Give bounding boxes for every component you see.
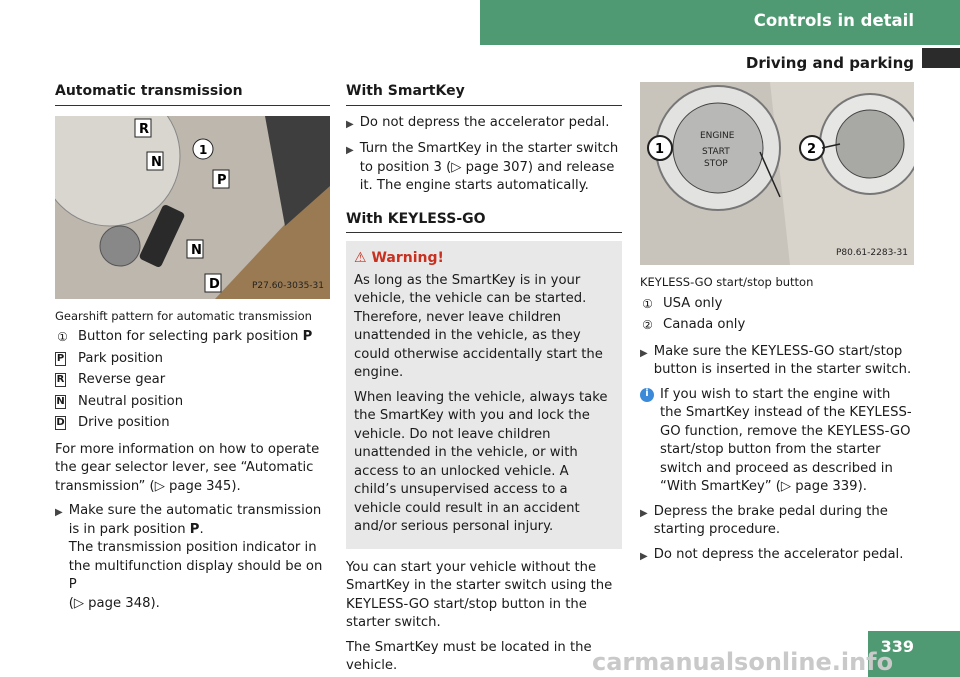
column-smartkey <box>346 82 622 677</box>
triangle-right-icon: ▶ <box>640 347 648 359</box>
info-note: i If you wish to start the engine with the SmartKey instead of the KEYLESS-GO function, remove the KEYLESS-GO start/stop button from the starter switch and proceed as described in “With SmartKey” (▷ page 339). <box>640 386 916 497</box>
instruction-bullet: ▶ Depress the brake pedal during the starting procedure. <box>640 503 916 540</box>
triangle-right-icon: ▶ <box>640 550 648 562</box>
photo-code: P80.61-2283-31 <box>835 247 908 258</box>
heading-with-keyless-go: With KEYLESS-GO <box>346 210 622 234</box>
instruction-bullet: ▶ Do not depress the accelerator pedal. <box>640 546 916 567</box>
keyless-paragraph: The SmartKey must be located in the vehicle. <box>346 639 592 673</box>
legend-item: D Drive position <box>56 415 170 430</box>
svg-text:D: D <box>209 276 220 292</box>
keyless-paragraph: You can start your vehicle without the SmartKey in the starter switch using the KEYLESS-GO start/stop button in the starter switch. <box>346 559 613 630</box>
section-tab <box>922 48 960 68</box>
subsection-title: Driving and parking <box>745 54 914 72</box>
keyless-go-photo <box>640 82 914 265</box>
warning-title: Warning! <box>371 250 444 266</box>
legend-item: ① USA only <box>640 295 916 314</box>
column-keyless-go <box>640 82 916 572</box>
warning-paragraph: As long as the SmartKey is in your vehicle, the vehicle can be started. Therefore, never leave children unattended in the vehicle, as they could otherwise accidentally start the engine. <box>354 272 603 380</box>
photo-code: P27.60-3035-31 <box>251 281 324 291</box>
triangle-right-icon: ▶ <box>346 118 354 130</box>
legend-item: R Reverse gear <box>56 372 166 387</box>
svg-text:P: P <box>217 172 227 188</box>
legend-item: ① Button for selecting park position P <box>55 328 330 347</box>
svg-text:2: 2 <box>807 142 817 157</box>
info-icon: i <box>640 388 654 402</box>
svg-text:1: 1 <box>655 142 665 157</box>
gearshift-illustration <box>55 116 330 299</box>
legend-item: ② Canada only <box>640 316 916 335</box>
neutral-symbol: N <box>56 395 65 407</box>
warning-paragraph: When leaving the vehicle, always take the SmartKey with you and lock the vehicle. Do not leave children unattended in the vehicle, or with access to an unlocked vehicle. A child’s unsupervised access to a vehicle could result in an accident and/or serious personal injury. <box>354 389 608 534</box>
legend-item: P Park position <box>56 350 163 366</box>
triangle-right-icon: ▶ <box>346 145 354 156</box>
instruction-bullet: ▶ Turn the SmartKey in the starter switch to position 3 (▷ page 307) and release it. The engine starts automatically. <box>346 140 622 196</box>
watermark: carmanualsonline.info <box>592 648 894 676</box>
instruction-bullet: ▶ Do not depress the accelerator pedal. <box>346 114 622 135</box>
instruction-bullet: ▶ Make sure the KEYLESS-GO start/stop button is inserted in the starter switch. <box>640 343 916 380</box>
svg-text:1: 1 <box>199 142 208 157</box>
circled-1-icon: ① <box>57 330 68 344</box>
instruction-bullet: ▶ Make sure the automatic transmission is in park position P. The transmission position indicator in the multifunction display should be on P (▷ page 348). <box>55 502 330 613</box>
section-title: Controls in detail <box>753 11 914 30</box>
svg-text:N: N <box>191 242 202 258</box>
triangle-right-icon: ▶ <box>640 507 648 519</box>
column-automatic-transmission <box>55 82 330 619</box>
drive-symbol: D <box>56 417 65 428</box>
start-stop-button-illustration <box>640 82 914 265</box>
engine-label: ENGINE <box>700 131 735 141</box>
legend-item: N Neutral position <box>56 393 184 409</box>
svg-text:N: N <box>151 154 162 170</box>
reverse-symbol: R <box>56 374 65 385</box>
warning-icon: ⚠ <box>354 250 367 266</box>
photo-caption: KEYLESS-GO start/stop button <box>640 275 814 289</box>
circled-1-icon: ① <box>642 296 653 311</box>
start-label: START <box>702 147 730 157</box>
page-number: 339 <box>880 637 914 656</box>
heading-automatic-transmission: Automatic transmission <box>55 82 330 106</box>
more-info-paragraph: For more information on how to operate the gear selector lever, see “Automatic transmission” (▷ page 345). <box>55 441 320 494</box>
svg-text:R: R <box>139 121 150 137</box>
photo-caption: Gearshift pattern for automatic transmission <box>55 308 312 323</box>
section-header-band <box>480 0 960 45</box>
triangle-right-icon: ▶ <box>55 507 63 518</box>
stop-label: STOP <box>704 159 728 169</box>
heading-with-smartkey: With SmartKey <box>346 82 622 106</box>
warning-box <box>346 241 622 549</box>
circled-2-icon: ② <box>642 318 653 332</box>
gearshift-photo <box>55 116 330 299</box>
park-symbol: P <box>56 352 65 364</box>
